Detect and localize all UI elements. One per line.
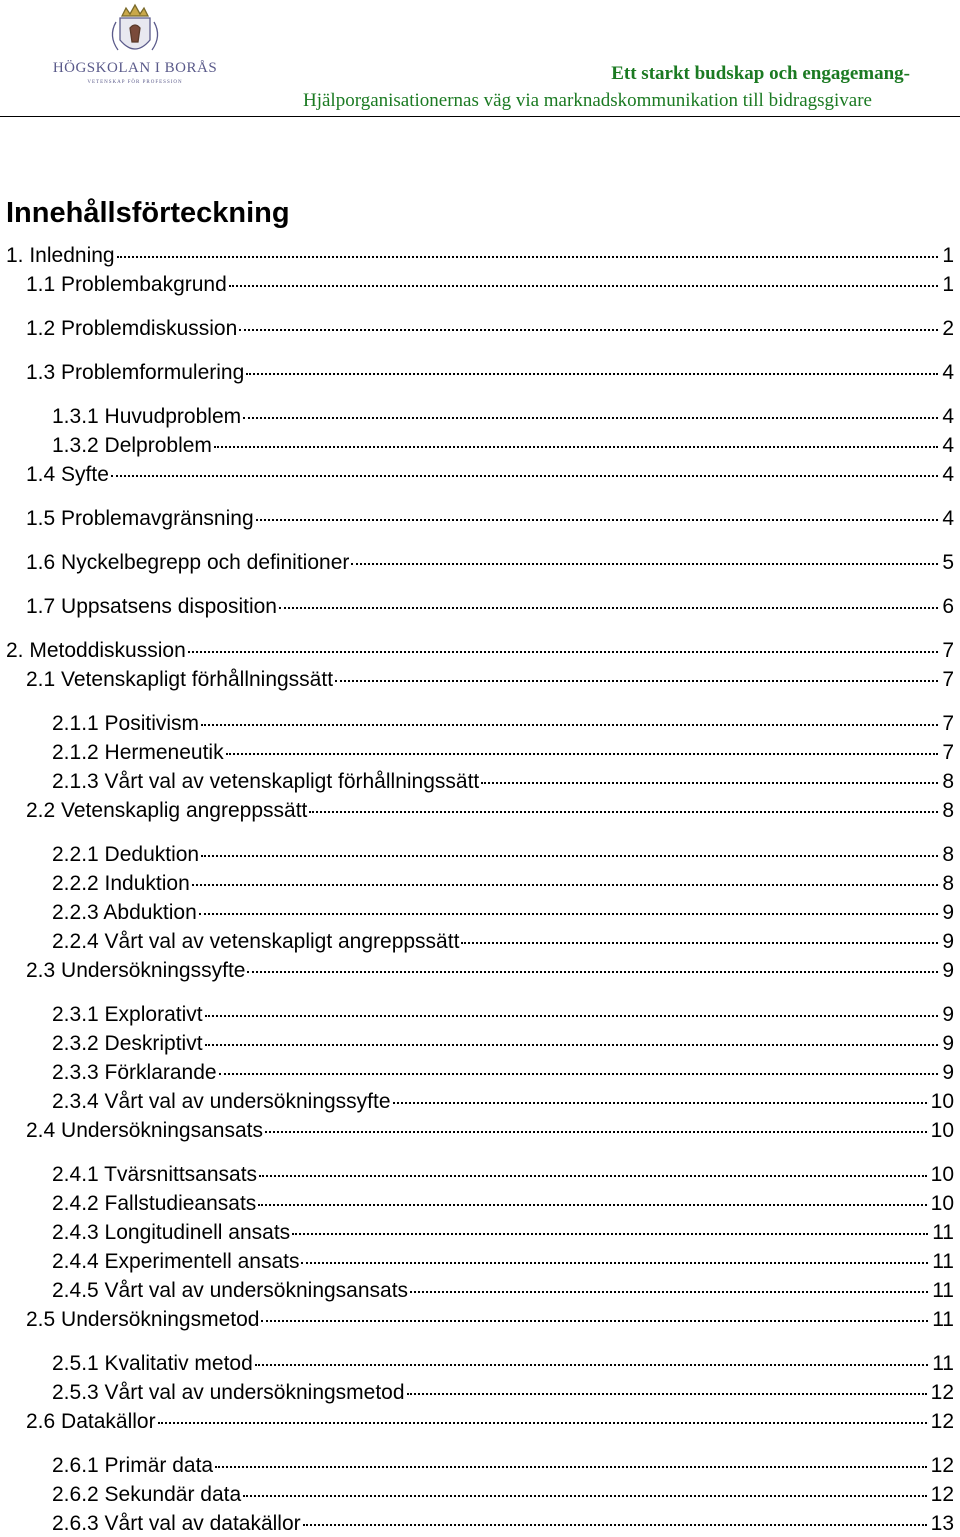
toc-entry[interactable] xyxy=(26,1409,954,1435)
toc-entry-title: 2.1.2 Hermeneutik xyxy=(52,741,224,764)
toc-entry[interactable] xyxy=(26,798,954,824)
toc-entry-title: 2.5.3 Vårt val av undersökningsmetod xyxy=(52,1381,405,1404)
toc-dot-leader xyxy=(303,1524,927,1526)
toc-entry-page: 1 xyxy=(942,273,954,296)
toc-entry[interactable] xyxy=(26,462,954,488)
toc-entry-page: 12 xyxy=(930,1454,954,1477)
toc-entry-title: 2. Metoddiskussion xyxy=(6,639,186,662)
toc-entry-page: 9 xyxy=(942,1061,954,1084)
toc-entry[interactable] xyxy=(52,1351,954,1377)
toc-entry[interactable] xyxy=(52,1278,954,1304)
toc-entry-title: 2.1 Vetenskapligt förhållningssätt xyxy=(26,668,334,691)
toc-dot-leader xyxy=(188,651,939,653)
toc-dot-leader xyxy=(309,811,938,813)
toc-entry-page: 13 xyxy=(930,1512,954,1535)
toc-entry[interactable] xyxy=(26,667,954,693)
toc-entry-title: 2.2.4 Vårt val av vetenskapligt angreppssätt xyxy=(52,930,460,953)
toc-entry-page: 10 xyxy=(930,1090,954,1113)
toc-entry-page: 11 xyxy=(932,1279,954,1302)
document-title: Ett starkt budskap och engagemang- xyxy=(611,63,910,84)
toc-entry[interactable] xyxy=(52,1380,954,1406)
toc-entry[interactable] xyxy=(6,638,954,664)
toc-entry[interactable] xyxy=(26,316,954,342)
toc-entry[interactable] xyxy=(52,929,954,955)
toc-dot-leader xyxy=(205,1015,939,1017)
toc-entry-page: 9 xyxy=(942,1003,954,1026)
toc-entry[interactable] xyxy=(6,243,954,269)
toc-entry-title: 2.6.2 Sekundär data xyxy=(52,1483,242,1506)
toc-entry-title: 2.4.3 Longitudinell ansats xyxy=(52,1221,291,1244)
toc-dot-leader xyxy=(205,1044,939,1046)
toc-entry-page: 7 xyxy=(942,668,954,691)
toc-dot-leader xyxy=(256,519,939,521)
toc-entry-title: 2.3 Undersökningssyfte xyxy=(26,959,246,982)
toc-dot-leader xyxy=(246,373,938,375)
toc-entry-page: 9 xyxy=(942,1032,954,1055)
toc-dot-leader xyxy=(226,753,939,755)
toc-entry-title: 1.7 Uppsatsens disposition xyxy=(26,595,277,618)
toc-entry[interactable] xyxy=(52,404,954,430)
document-subtitle: Hjälporganisationernas väg via marknadskommunikation till bidragsgivare xyxy=(303,90,872,111)
toc-dot-leader xyxy=(201,724,938,726)
toc-dot-leader xyxy=(292,1233,928,1235)
toc-entry[interactable] xyxy=(52,1453,954,1479)
toc-entry-page: 7 xyxy=(942,712,954,735)
toc-entry-page: 7 xyxy=(942,741,954,764)
toc-entry-page: 10 xyxy=(930,1163,954,1186)
university-logo xyxy=(50,2,220,92)
toc-entry[interactable] xyxy=(26,958,954,984)
toc-dot-leader xyxy=(351,563,938,565)
toc-entry[interactable] xyxy=(52,711,954,737)
toc-entry[interactable] xyxy=(52,1511,954,1537)
toc-entry-title: 2.5.1 Kvalitativ metod xyxy=(52,1352,253,1375)
toc-entry-title: 2.2.1 Deduktion xyxy=(52,843,200,866)
toc-entry-title: 1.5 Problemavgränsning xyxy=(26,507,254,530)
toc-entry[interactable] xyxy=(26,506,954,532)
toc-entry-title: 2.3.3 Förklarande xyxy=(52,1061,217,1084)
toc-dot-leader xyxy=(247,971,938,973)
toc-dot-leader xyxy=(259,1175,927,1177)
toc-dot-leader xyxy=(301,1262,928,1264)
toc-entry-title: 2.1.1 Positivism xyxy=(52,712,200,735)
toc-dot-leader xyxy=(239,329,938,331)
toc-entry-title: 1. Inledning xyxy=(6,244,115,267)
toc-entry-title: 2.2.2 Induktion xyxy=(52,872,190,895)
toc-dot-leader xyxy=(199,913,939,915)
toc-dot-leader xyxy=(265,1131,927,1133)
toc-entry-title: 1.1 Problembakgrund xyxy=(26,273,227,296)
toc-entry-page: 8 xyxy=(942,799,954,822)
toc-entry[interactable] xyxy=(52,433,954,459)
toc-entry-title: 1.3.1 Huvudproblem xyxy=(52,405,242,428)
toc-entry[interactable] xyxy=(52,900,954,926)
toc-dot-leader xyxy=(158,1422,927,1424)
toc-entry-page: 11 xyxy=(932,1221,954,1244)
toc-entry[interactable] xyxy=(26,272,954,298)
toc-entry[interactable] xyxy=(52,1191,954,1217)
toc-entry-page: 8 xyxy=(942,770,954,793)
toc-entry[interactable] xyxy=(52,1162,954,1188)
toc-dot-leader xyxy=(258,1204,926,1206)
toc-entry[interactable] xyxy=(26,594,954,620)
toc-dot-leader xyxy=(219,1073,939,1075)
toc-entry-page: 10 xyxy=(930,1192,954,1215)
toc-entry[interactable] xyxy=(52,769,954,795)
toc-entry-title: 1.3 Problemformulering xyxy=(26,361,245,384)
toc-entry[interactable] xyxy=(26,1118,954,1144)
toc-entry-page: 5 xyxy=(942,551,954,574)
toc-dot-leader xyxy=(410,1291,928,1293)
toc-dot-leader xyxy=(229,285,939,287)
toc-entry[interactable] xyxy=(26,1307,954,1333)
toc-entry-page: 10 xyxy=(930,1119,954,1142)
toc-entry-page: 12 xyxy=(930,1410,954,1433)
toc-dot-leader xyxy=(243,417,938,419)
toc-entry-title: 1.4 Syfte xyxy=(26,463,109,486)
toc-entry-title: 2.3.1 Explorativt xyxy=(52,1003,203,1026)
toc-entry[interactable] xyxy=(52,1482,954,1508)
toc-entry-title: 2.3.4 Vårt val av undersökningssyfte xyxy=(52,1090,391,1113)
toc-dot-leader xyxy=(214,446,938,448)
toc-entry[interactable] xyxy=(52,1031,954,1057)
toc-entry-page: 11 xyxy=(932,1352,954,1375)
toc-dot-leader xyxy=(461,942,938,944)
logo-tagline: VETENSKAP FÖR PROFESSION xyxy=(87,80,183,85)
toc-entry[interactable] xyxy=(52,1089,954,1115)
toc-entry[interactable] xyxy=(52,1002,954,1028)
toc-entry[interactable] xyxy=(52,1060,954,1086)
toc-entry-title: 2.4.4 Experimentell ansats xyxy=(52,1250,300,1273)
toc-entry-title: 2.4.5 Vårt val av undersökningsansats xyxy=(52,1279,409,1302)
toc-entry-page: 1 xyxy=(942,244,954,267)
toc-entry-title: 2.2.3 Abduktion xyxy=(52,901,197,924)
toc-entry-title: 2.1.3 Vårt val av vetenskapligt förhållningssätt xyxy=(52,770,480,793)
toc-entry[interactable] xyxy=(26,360,954,386)
toc-entry-page: 4 xyxy=(942,434,954,457)
toc-entry-title: 2.4.1 Tvärsnittsansats xyxy=(52,1163,258,1186)
toc-entry-page: 4 xyxy=(942,405,954,428)
toc-entry-page: 2 xyxy=(942,317,954,340)
toc-entry-page: 8 xyxy=(942,872,954,895)
toc-entry-title: 2.2 Vetenskaplig angreppssätt xyxy=(26,799,308,822)
toc-entry-title: 2.4.2 Fallstudieansats xyxy=(52,1192,257,1215)
toc-entry[interactable] xyxy=(26,550,954,576)
toc-entry-page: 4 xyxy=(942,507,954,530)
toc-entry-title: 2.6 Datakällor xyxy=(26,1410,156,1433)
toc-dot-leader xyxy=(481,782,938,784)
toc-entry-page: 7 xyxy=(942,639,954,662)
toc-entry[interactable] xyxy=(52,740,954,766)
toc-entry-page: 9 xyxy=(942,930,954,953)
toc-entry-title: 2.6.1 Primär data xyxy=(52,1454,214,1477)
toc-entry-title: 2.5 Undersökningsmetod xyxy=(26,1308,260,1331)
logo-wordmark: HÖGSKOLAN I BORÅS xyxy=(52,60,218,76)
toc-dot-leader xyxy=(279,607,938,609)
toc-entry-title: 2.4 Undersökningsansats xyxy=(26,1119,263,1142)
toc-entry-title: 2.6.3 Vårt val av datakällor xyxy=(52,1512,301,1535)
toc-entry[interactable] xyxy=(52,1249,954,1275)
toc-entry[interactable] xyxy=(52,871,954,897)
toc-entry[interactable] xyxy=(52,842,954,868)
toc-dot-leader xyxy=(255,1364,928,1366)
toc-dot-leader xyxy=(335,680,938,682)
toc-entry-page: 12 xyxy=(930,1381,954,1404)
toc-entry-page: 8 xyxy=(942,843,954,866)
toc-entry[interactable] xyxy=(52,1220,954,1246)
toc-entry-page: 12 xyxy=(930,1483,954,1506)
toc-dot-leader xyxy=(192,884,939,886)
toc-entry-title: 1.3.2 Delproblem xyxy=(52,434,212,457)
toc-entry-page: 4 xyxy=(942,361,954,384)
toc-entry-title: 1.2 Problemdiskussion xyxy=(26,317,238,340)
toc-entry-page: 9 xyxy=(942,959,954,982)
toc-dot-leader xyxy=(261,1320,928,1322)
toc-entry-page: 4 xyxy=(942,463,954,486)
toc-entry-page: 9 xyxy=(942,901,954,924)
toc-dot-leader xyxy=(215,1466,927,1468)
toc-entry-page: 6 xyxy=(942,595,954,618)
toc-dot-leader xyxy=(243,1495,926,1497)
toc-dot-leader xyxy=(201,855,938,857)
toc-entry-page: 11 xyxy=(932,1250,954,1273)
toc-entry-title: 1.6 Nyckelbegrepp och definitioner xyxy=(26,551,350,574)
header-divider xyxy=(0,116,960,117)
toc-entry-page: 11 xyxy=(932,1308,954,1331)
toc-entry-title: 2.3.2 Deskriptivt xyxy=(52,1032,203,1055)
toc-dot-leader xyxy=(111,475,938,477)
crest-icon xyxy=(50,2,220,60)
toc-dot-leader xyxy=(393,1102,927,1104)
toc-heading: Innehållsförteckning xyxy=(6,197,290,229)
toc-dot-leader xyxy=(407,1393,927,1395)
toc-dot-leader xyxy=(117,256,939,258)
